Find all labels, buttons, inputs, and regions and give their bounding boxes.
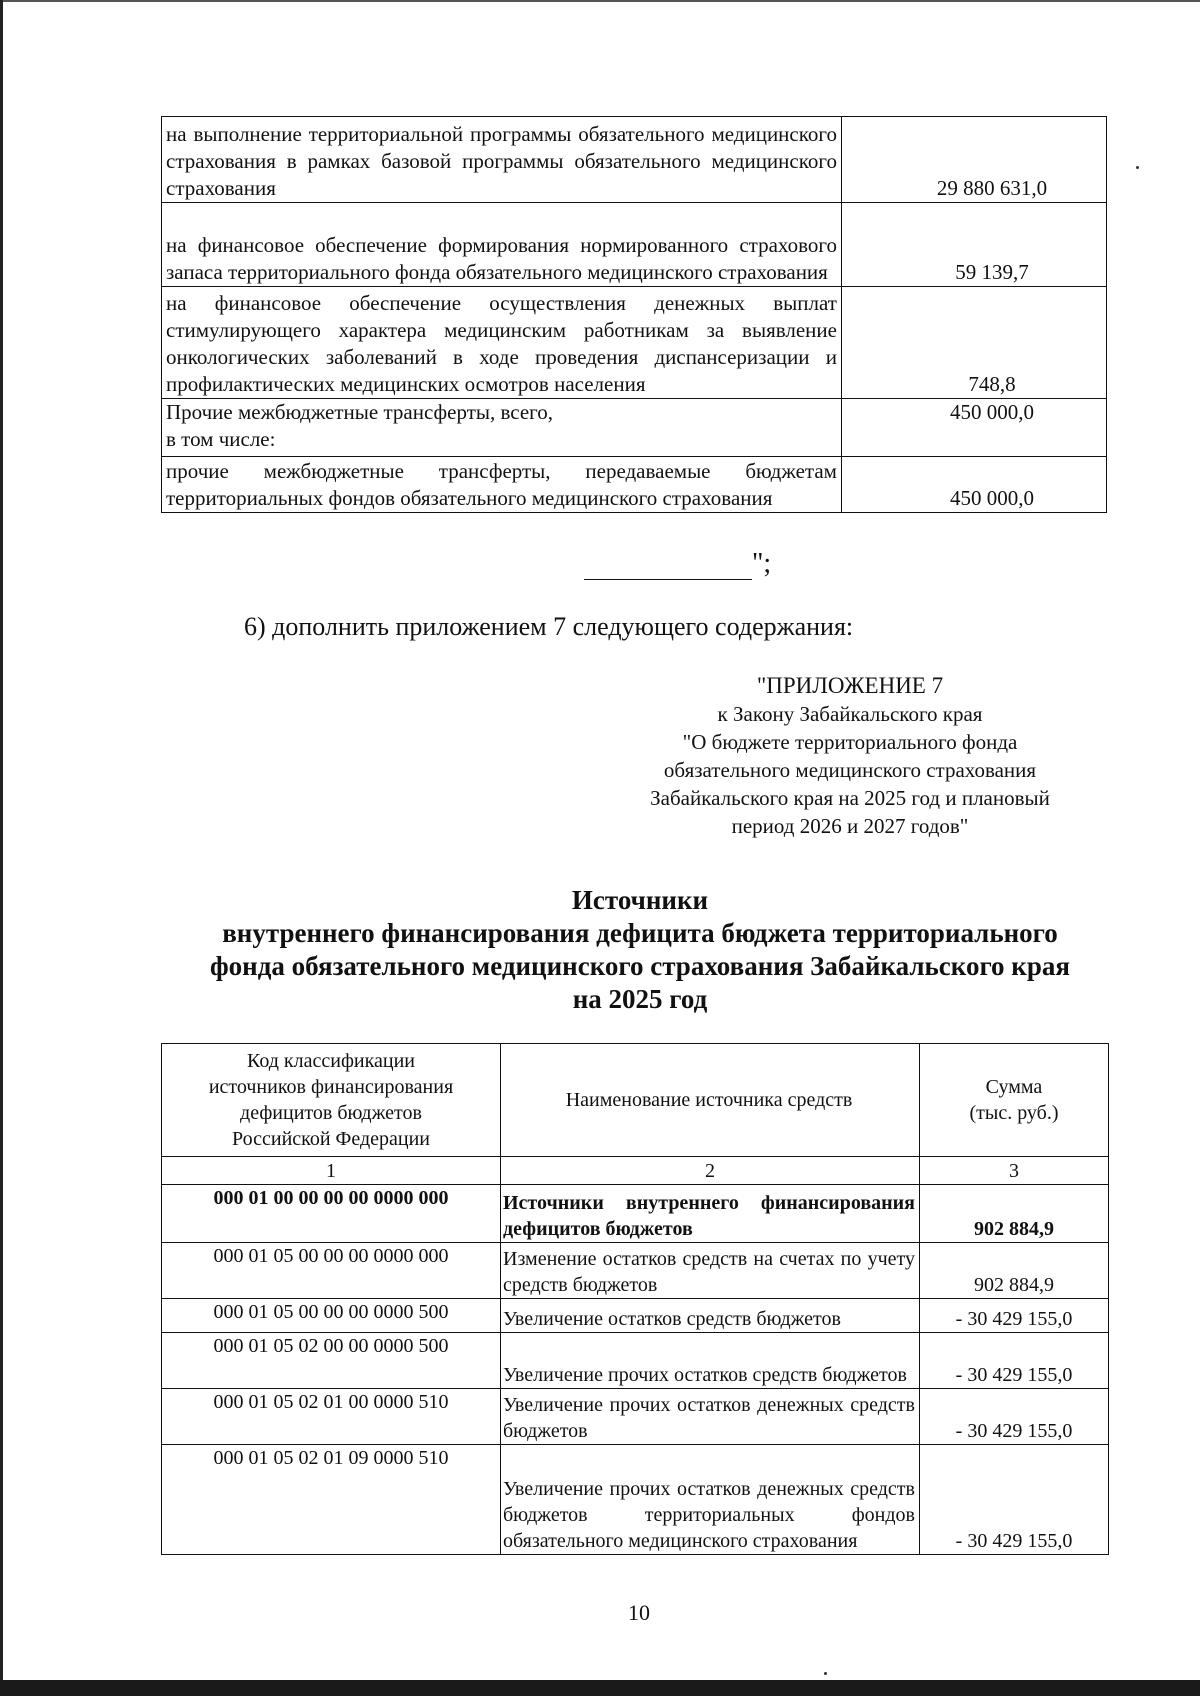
table-row: [162, 399, 1107, 457]
appendix-header: [610, 672, 1090, 840]
title-line: фонда обязательного медицинского страхования Забайкальского края: [210, 951, 1070, 981]
appendix-line: Забайкальского края на 2025 год и плановый: [650, 786, 1050, 810]
row-code: 000 01 05 02 01 09 0000 510: [162, 1445, 501, 1555]
table-row: [162, 1243, 1109, 1299]
table-row: [162, 457, 1107, 513]
row-code: 000 01 05 00 00 00 0000 000: [162, 1243, 501, 1299]
row-text: [162, 399, 842, 457]
table-header-row: [162, 1044, 1109, 1157]
scan-speck: [1136, 166, 1139, 169]
row-text: на финансовое обеспечение формирования нормированного страхового запаса территориального фонда обязательного медицинского страхования: [162, 203, 842, 287]
header-code-line: дефицитов бюджетов: [240, 1102, 422, 1124]
header-code-line: источников финансирования: [208, 1076, 454, 1098]
row-name: Увеличение прочих остатков денежных средств бюджетов: [501, 1389, 920, 1445]
table-row: [162, 1389, 1109, 1445]
page-number: 10: [628, 1600, 650, 1625]
header-name: Наименование источника средств: [501, 1044, 920, 1157]
row-name: Увеличение прочих остатков денежных средств бюджетов территориальных фондов обязательного медицинского страхования: [501, 1445, 920, 1555]
header-sum-line: Сумма: [985, 1076, 1043, 1098]
row-sum: 902 884,9: [920, 1243, 1109, 1299]
transfers-table: [161, 116, 1107, 513]
row-name: Увеличение остатков средств бюджетов: [501, 1299, 920, 1333]
row-amount: 29 880 631,0: [841, 117, 1106, 203]
scan-border-bottom: [0, 1680, 1200, 1696]
scan-border-top: [0, 0, 1200, 2]
row-text-line: в том числе:: [166, 427, 276, 451]
row-amount: 450 000,0: [841, 399, 1106, 457]
column-number: 1: [162, 1157, 501, 1185]
row-sum: - 30 429 155,0: [920, 1445, 1109, 1555]
header-code-line: Код классификации: [246, 1050, 416, 1072]
header-code-line: Российской Федерации: [231, 1128, 431, 1150]
row-amount: 450 000,0: [841, 457, 1106, 513]
row-text: на выполнение территориальной программы обязательного медицинского страхования в рамках базовой программы обязательного медицинского страхования: [162, 117, 842, 203]
row-amount: 59 139,7: [841, 203, 1106, 287]
row-sum: - 30 429 155,0: [920, 1333, 1109, 1389]
title-line: на 2025 год: [572, 984, 708, 1014]
row-amount: 748,8: [841, 287, 1106, 399]
row-name: Изменение остатков средств на счетах по учету средств бюджетов: [501, 1243, 920, 1299]
header-sum-line: (тыс. руб.): [969, 1102, 1059, 1124]
appendix-line: обязательного медицинского страхования: [663, 758, 1037, 782]
scan-speck: [824, 1672, 827, 1675]
table-row: [162, 1185, 1109, 1243]
table-row: [162, 1333, 1109, 1389]
closing-underline: [584, 557, 752, 580]
appendix-line: "О бюджете территориального фонда: [682, 730, 1018, 754]
table-row: [162, 203, 1107, 287]
closing-quote: ";: [752, 548, 772, 579]
row-code: 000 01 05 02 01 00 0000 510: [162, 1389, 501, 1445]
scan-border-left: [0, 0, 3, 1696]
row-code: 000 01 05 02 00 00 0000 500: [162, 1333, 501, 1389]
amendment-text: 6) дополнить приложением 7 следующего содержания:: [244, 612, 854, 641]
row-sum: 902 884,9: [920, 1185, 1109, 1243]
appendix-line: к Закону Забайкальского края: [717, 702, 983, 726]
row-name: Увеличение прочих остатков средств бюджетов: [501, 1333, 920, 1389]
row-sum: - 30 429 155,0: [920, 1389, 1109, 1445]
table-row: [162, 287, 1107, 399]
header-sum: [920, 1044, 1109, 1157]
title-line: Источники: [571, 885, 709, 915]
header-code: [162, 1044, 501, 1157]
column-number: 3: [920, 1157, 1109, 1185]
appendix-title: "ПРИЛОЖЕНИЕ 7: [756, 673, 944, 698]
closing-mark: [584, 548, 771, 580]
title-line: внутреннего финансирования дефицита бюджета территориального: [222, 918, 1058, 948]
column-number: 2: [501, 1157, 920, 1185]
table-row: [162, 1299, 1109, 1333]
table-row: [162, 117, 1107, 203]
row-name: Источники внутреннего финансирования дефицитов бюджетов: [501, 1185, 920, 1243]
document-title: [160, 884, 1120, 1016]
appendix-line: период 2026 и 2027 годов": [731, 814, 969, 838]
row-text: на финансовое обеспечение осуществления денежных выплат стимулирующего характера медицинским работникам за выявление онкологических заболеваний в ходе проведения диспансеризации и профилактических медицинских осмотров населения: [162, 287, 842, 399]
row-text: прочие межбюджетные трансферты, передаваемые бюджетам территориальных фондов обязательного медицинского страхования: [162, 457, 842, 513]
row-code: 000 01 00 00 00 00 0000 000: [162, 1185, 501, 1243]
table-row: [162, 1445, 1109, 1555]
row-sum: - 30 429 155,0: [920, 1299, 1109, 1333]
sources-table: [161, 1043, 1109, 1555]
row-text-line: Прочие межбюджетные трансферты, всего,: [166, 400, 554, 424]
column-number-row: [162, 1157, 1109, 1185]
row-code: 000 01 05 00 00 00 0000 500: [162, 1299, 501, 1333]
